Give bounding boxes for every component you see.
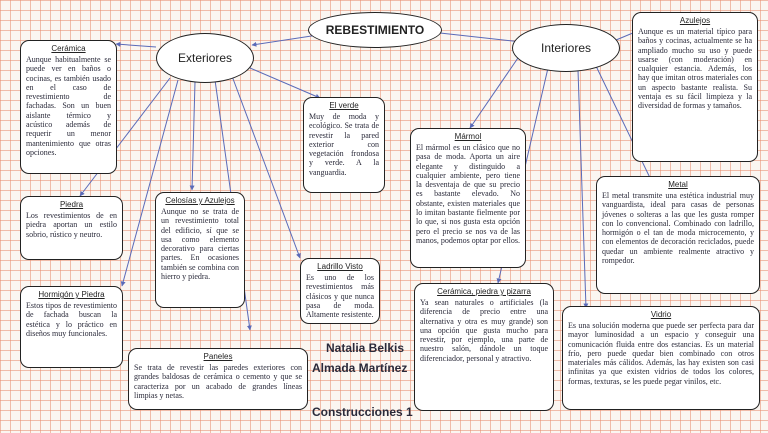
box-title: Piedra: [59, 200, 84, 209]
title-node: [308, 12, 442, 48]
box-metal: [596, 176, 760, 294]
box-ceramica-piedra-pizarra: [414, 283, 554, 411]
box-text: Es una solución moderna que puede ser perfecta para dar mayor luminosidad a un espacio y conseguir una comunicación fluida entre dos estancias. Es un material frío, pero puede quedar bien combinado con otros materiales más cálidos. Además, las hay existen son casi infinitas ya que existen vidrios de todos los colores, formas, texturas, se les puede pegar vinilos, etc.: [568, 321, 754, 386]
box-marmol: [410, 128, 526, 268]
box-ceramica-exterior: [20, 40, 117, 174]
box-title: Cerámica: [51, 44, 86, 53]
link-title-exteriores: [252, 35, 318, 45]
link-exteriores-ceramica: [116, 44, 156, 47]
box-text: Aunque habitualmente se puede ver en baños o cocinas, es también usado en el caso de revestimiento de fachadas. Son un buen aislante térmico y acústico además de requerir un menor mantenimiento que otras opciones.: [26, 55, 111, 157]
box-title: Vidrio: [650, 310, 672, 319]
box-title: Mármol: [454, 132, 482, 141]
box-text: Es uno de los revestimientos más clásicos y que nunca pasa de moda. Altamente resistente.: [306, 273, 374, 320]
course-label: Construcciones 1: [312, 405, 413, 419]
link-exteriores-celosias: [192, 82, 195, 190]
box-text: Aunque es un material típico para baños y cocinas, actualmente se ha ampliado mucho su uso y puede usarse (con moderación) en cualquier estancia. Además, los hay que imitan otros materiales con un aspecto bastante realista. Su ventaja es su fácil limpieza y la diversidad de formas y tamaños.: [638, 27, 752, 111]
exteriores-label: Exteriores: [177, 51, 233, 65]
box-vidrio: [562, 306, 760, 410]
link-title-interiores: [440, 33, 522, 42]
box-text: El metal transmite una estética industrial muy vanguardista, ideal para casas de personas jóvenes o solteras a las que les gusta romper con lo convencional. Combinado con ladrillo, hormigón o el tan de moda microcemento, y con elementos de decoración reciclados, puede quedar un ambiente realmente atractivo y rompedor.: [602, 191, 754, 266]
box-text: Muy de moda y ecológico. Se trata de revestir la pared exterior con vegetación frondosa y verde. A la vanguardia.: [309, 112, 379, 177]
author-name-line1: Natalia Belkis: [326, 341, 405, 355]
box-text: Estos tipos de revestimiento de fachada buscan la estética y lo práctico en diseños muy funcionales.: [26, 301, 117, 338]
box-title: Celosías y Azulejos: [165, 196, 235, 205]
box-piedra: [20, 196, 123, 260]
box-title: El verde: [329, 101, 359, 110]
box-hormigon-piedra: [20, 286, 123, 368]
box-text: Los revestimientos de en piedra aportan un estilo sobrio, rústico y neutro.: [26, 211, 117, 239]
box-title: Ladrillo Visto: [317, 262, 363, 271]
box-title: Paneles: [203, 352, 233, 361]
interiores-label: Interiores: [540, 41, 592, 55]
author-name-line2: Almada Martínez: [312, 361, 408, 375]
box-azulejos-interior: [632, 12, 758, 162]
box-title: Metal: [668, 180, 688, 189]
box-el-verde: [303, 97, 385, 193]
box-ladrillo-visto: [300, 258, 380, 324]
link-interiores-vidrio: [578, 70, 586, 308]
box-title: Azulejos: [679, 16, 711, 25]
box-text: Se trata de revestir las paredes exteriores con grandes baldosas de cerámica o cemento y que se caracteriza por un acabado de grandes líneas limpias y netas.: [134, 363, 302, 400]
box-paneles: [128, 348, 308, 410]
title-text: REBESTIMIENTO: [325, 23, 425, 37]
box-title: Cerámica, piedra y pizarra: [437, 287, 531, 296]
interiores-node: [512, 24, 620, 72]
box-text: El mármol es un clásico que no pasa de moda. Aporta un aire elegante y distinguido a cualquier ambiente, pero tiene la desventaja de que su precio es bastante elevado. No obstante, existen materiales que lo imitan bastante fielmente por lo que, si nos gusta esta opción pero el precio se nos va de las manos, podemos optar por ellos.: [416, 143, 520, 245]
box-text: Aunque no se trata de un revestimiento total del edificio, sí que se usa como elemento decorativo para ciertas partes. En ocasiones también se combina con hierro y piedra.: [161, 207, 239, 282]
link-exteriores-elverde: [250, 68, 320, 98]
box-text: Ya sean naturales o artificiales (la diferencia de precio entre una alternativa y otra es muy grande) son una opción que gusta mucho para revestir, por ejemplo, una parte de nuestro salón, dándole un toque diferenciador, personal y atractivo.: [420, 298, 548, 363]
exteriores-node: [156, 33, 254, 83]
box-title: Hormigón y Piedra: [38, 290, 105, 299]
link-interiores-marmol: [470, 55, 520, 128]
box-celosias-azulejos: [155, 192, 245, 308]
